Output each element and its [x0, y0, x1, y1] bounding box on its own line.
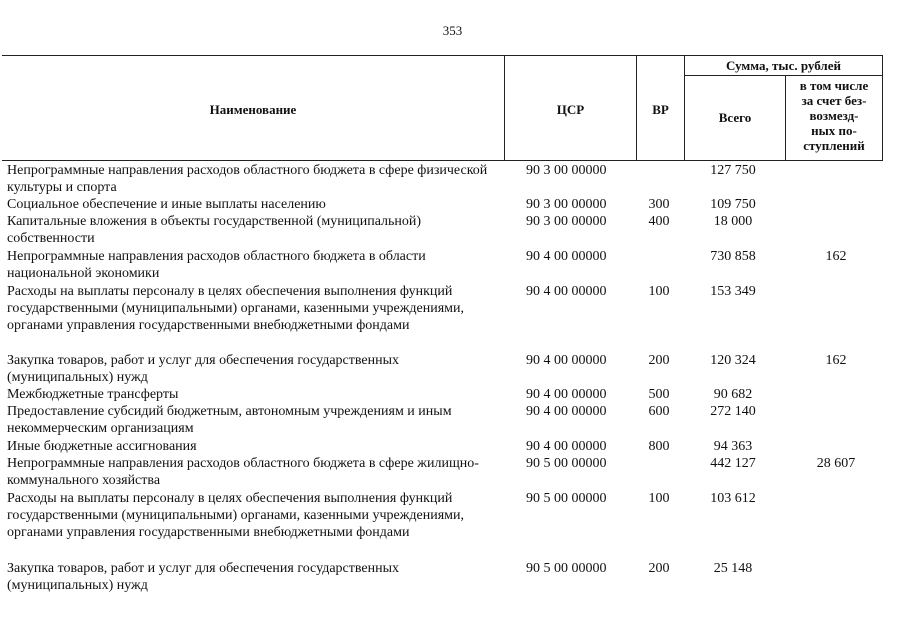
- row-name: Закупка товаров, работ и услуг для обеспечения государственных (муниципальных) нужд: [7, 353, 400, 385]
- row-name: Расходы на выплаты персоналу в целях обеспечения выполнения функций государственными (муниципальными) органами, казенными учреждениями, органами управления государственными внебюджетными фондами: [7, 491, 464, 540]
- header-grant-line: в том числе: [799, 78, 869, 93]
- header-grant-line: за счет без-: [801, 93, 867, 108]
- row-total: 25 148: [713, 561, 753, 576]
- row-vr: 400: [648, 214, 670, 229]
- header-grant-line: ных по-: [811, 123, 857, 138]
- row-name: Непрограммные направления расходов областного бюджета в сфере жилищно-коммунального хозяйства: [7, 456, 479, 488]
- row-csr: 90 5 00 00000: [526, 491, 607, 506]
- row-vr: 200: [648, 561, 670, 576]
- row-name: Иные бюджетные ассигнования: [7, 439, 197, 454]
- row-vr: 300: [648, 197, 670, 212]
- row-name: Закупка товаров, работ и услуг для обеспечения государственных (муниципальных) нужд: [7, 561, 400, 593]
- sum-header-divider: [684, 75, 883, 76]
- row-csr: 90 3 00 00000: [526, 163, 607, 178]
- row-grant: 162: [825, 249, 847, 264]
- header-total: Всего: [718, 110, 752, 125]
- row-name: Предоставление субсидий бюджетным, автономным учреждениям и иным некоммерческим организациям: [7, 404, 452, 436]
- row-name: Непрограммные направления расходов областного бюджета в области национальной экономики: [7, 249, 426, 281]
- header-grant-line: возмезд-: [809, 108, 859, 123]
- row-total: 18 000: [713, 214, 753, 229]
- row-total: 127 750: [710, 163, 756, 178]
- row-total: 272 140: [710, 404, 756, 419]
- row-csr: 90 3 00 00000: [526, 197, 607, 212]
- row-csr: 90 4 00 00000: [526, 249, 607, 264]
- row-total: 153 349: [710, 284, 756, 299]
- row-total: 120 324: [710, 353, 756, 368]
- row-total: 90 682: [713, 387, 753, 402]
- row-grant: 162: [825, 353, 847, 368]
- row-vr: 600: [648, 404, 670, 419]
- header-grant-line: ступлений: [803, 138, 865, 153]
- row-total: 442 127: [710, 456, 756, 471]
- row-csr: 90 5 00 00000: [526, 561, 607, 576]
- row-vr: 100: [648, 284, 670, 299]
- header-bottom-border: [2, 160, 883, 161]
- row-name: Непрограммные направления расходов областного бюджета в сфере физической культуры и спорта: [7, 163, 488, 195]
- row-csr: 90 4 00 00000: [526, 353, 607, 368]
- row-vr: 200: [648, 353, 670, 368]
- row-csr: 90 4 00 00000: [526, 284, 607, 299]
- row-total: 730 858: [710, 249, 756, 264]
- row-total: 109 750: [710, 197, 756, 212]
- row-vr: 800: [648, 439, 670, 454]
- table-right-border: [882, 55, 883, 160]
- header-vr: ВР: [652, 102, 669, 117]
- row-vr: 500: [648, 387, 670, 402]
- row-name: Социальное обеспечение и иные выплаты населению: [7, 197, 326, 212]
- header-name: Наименование: [209, 102, 297, 117]
- row-csr: 90 5 00 00000: [526, 456, 607, 471]
- header-csr: ЦСР: [556, 102, 585, 117]
- header-top-border: [2, 55, 883, 56]
- row-total: 103 612: [710, 491, 756, 506]
- row-total: 94 363: [713, 439, 753, 454]
- row-name: Капитальные вложения в объекты государственной (муниципальной) собственности: [7, 214, 422, 246]
- header-grant: [786, 78, 882, 153]
- row-grant: 28 607: [816, 456, 856, 471]
- row-name: Межбюджетные трансферты: [7, 387, 179, 402]
- row-csr: 90 4 00 00000: [526, 387, 607, 402]
- header-sum: Сумма, тыс. рублей: [726, 58, 841, 73]
- row-vr: 100: [648, 491, 670, 506]
- row-csr: 90 4 00 00000: [526, 404, 607, 419]
- row-csr: 90 3 00 00000: [526, 214, 607, 229]
- row-name: Расходы на выплаты персоналу в целях обеспечения выполнения функций государственными (муниципальными) органами, казенными учреждениями, органами управления государственными внебюджетными фондами: [7, 284, 464, 333]
- row-csr: 90 4 00 00000: [526, 439, 607, 454]
- page-number: 353: [442, 23, 463, 38]
